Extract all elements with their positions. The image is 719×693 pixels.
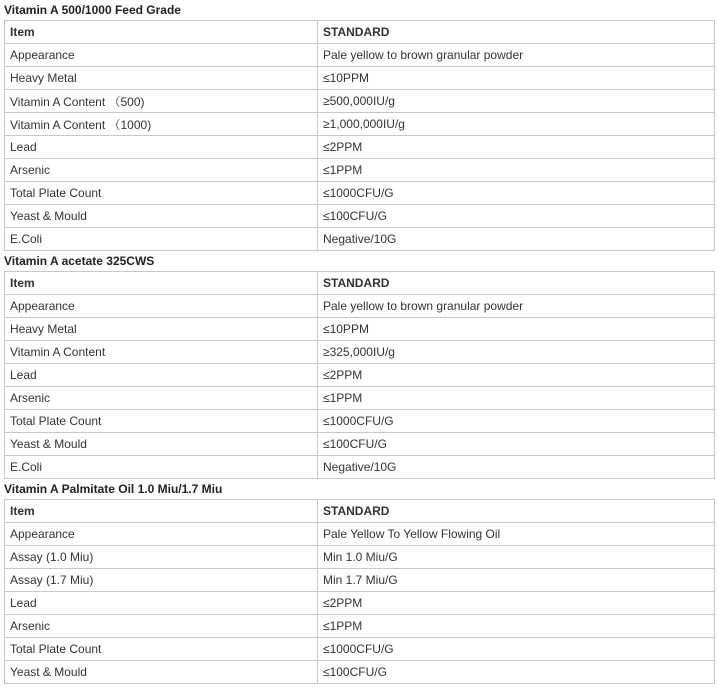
table-row <box>5 592 715 615</box>
section-title: Vitamin A Palmitate Oil 1.0 Miu/1.7 Miu <box>4 482 223 496</box>
item-cell: E.Coli <box>5 228 318 251</box>
spec-table <box>4 499 715 684</box>
item-cell: Appearance <box>5 295 318 318</box>
column-header-item: Item <box>5 21 318 44</box>
table-row <box>5 387 715 410</box>
section-title: Vitamin A 500/1000 Feed Grade <box>4 3 181 17</box>
item-cell: Heavy Metal <box>5 67 318 90</box>
standard-cell: Min 1.7 Miu/G <box>318 569 715 592</box>
standard-cell: ≤2PPM <box>318 364 715 387</box>
item-cell: Heavy Metal <box>5 318 318 341</box>
standard-cell: Pale yellow to brown granular powder <box>318 44 715 67</box>
standard-cell: ≤100CFU/G <box>318 205 715 228</box>
standard-cell: ≤10PPM <box>318 318 715 341</box>
standard-cell: ≤10PPM <box>318 67 715 90</box>
table-header-row <box>5 500 715 523</box>
table-row <box>5 228 715 251</box>
standard-cell: Negative/10G <box>318 228 715 251</box>
item-cell: Lead <box>5 592 318 615</box>
item-cell: Appearance <box>5 523 318 546</box>
item-cell: Appearance <box>5 44 318 67</box>
table-row <box>5 67 715 90</box>
item-cell: Assay (1.0 Miu) <box>5 546 318 569</box>
table-row <box>5 159 715 182</box>
standard-cell: ≤100CFU/G <box>318 661 715 684</box>
standard-cell: ≤1PPM <box>318 387 715 410</box>
table-row <box>5 569 715 592</box>
item-cell: Arsenic <box>5 615 318 638</box>
table-row <box>5 615 715 638</box>
standard-cell: Min 1.0 Miu/G <box>318 546 715 569</box>
table-row <box>5 113 715 136</box>
standard-cell: ≤1000CFU/G <box>318 638 715 661</box>
standard-cell: ≤1PPM <box>318 159 715 182</box>
item-cell: Yeast & Mould <box>5 433 318 456</box>
column-header-item: Item <box>5 500 318 523</box>
table-row <box>5 364 715 387</box>
table-row <box>5 638 715 661</box>
table-row <box>5 90 715 113</box>
item-cell: Vitamin A Content <box>5 341 318 364</box>
standard-cell: Pale yellow to brown granular powder <box>318 295 715 318</box>
table-row <box>5 205 715 228</box>
section-title: Vitamin A acetate 325CWS <box>4 254 155 268</box>
spec-table <box>4 20 715 251</box>
table-header-row <box>5 272 715 295</box>
item-cell: Vitamin A Content （1000) <box>5 113 318 136</box>
column-header-standard: STANDARD <box>318 272 715 295</box>
column-header-standard: STANDARD <box>318 500 715 523</box>
table-row <box>5 546 715 569</box>
table-row <box>5 523 715 546</box>
standard-cell: ≤2PPM <box>318 136 715 159</box>
item-cell: Total Plate Count <box>5 638 318 661</box>
column-header-item: Item <box>5 272 318 295</box>
item-cell: Yeast & Mould <box>5 661 318 684</box>
item-cell: Lead <box>5 136 318 159</box>
column-header-standard: STANDARD <box>318 21 715 44</box>
table-row <box>5 661 715 684</box>
item-cell: Assay (1.7 Miu) <box>5 569 318 592</box>
standard-cell: ≤2PPM <box>318 592 715 615</box>
standard-cell: ≤1PPM <box>318 615 715 638</box>
standard-cell: Pale Yellow To Yellow Flowing Oil <box>318 523 715 546</box>
standard-cell: ≥325,000IU/g <box>318 341 715 364</box>
item-cell: Total Plate Count <box>5 410 318 433</box>
table-row <box>5 433 715 456</box>
table-row <box>5 182 715 205</box>
table-row <box>5 295 715 318</box>
table-row <box>5 341 715 364</box>
table-row <box>5 456 715 479</box>
standard-cell: ≤1000CFU/G <box>318 182 715 205</box>
table-row <box>5 136 715 159</box>
table-row <box>5 44 715 67</box>
table-header-row <box>5 21 715 44</box>
standard-cell: ≤100CFU/G <box>318 433 715 456</box>
item-cell: Total Plate Count <box>5 182 318 205</box>
spec-table <box>4 271 715 479</box>
item-cell: Yeast & Mould <box>5 205 318 228</box>
item-cell: Vitamin A Content （500) <box>5 90 318 113</box>
standard-cell: ≤1000CFU/G <box>318 410 715 433</box>
item-cell: E.Coli <box>5 456 318 479</box>
item-cell: Arsenic <box>5 159 318 182</box>
item-cell: Arsenic <box>5 387 318 410</box>
standard-cell: Negative/10G <box>318 456 715 479</box>
table-row <box>5 318 715 341</box>
table-row <box>5 410 715 433</box>
standard-cell: ≥1,000,000IU/g <box>318 113 715 136</box>
item-cell: Lead <box>5 364 318 387</box>
standard-cell: ≥500,000IU/g <box>318 90 715 113</box>
